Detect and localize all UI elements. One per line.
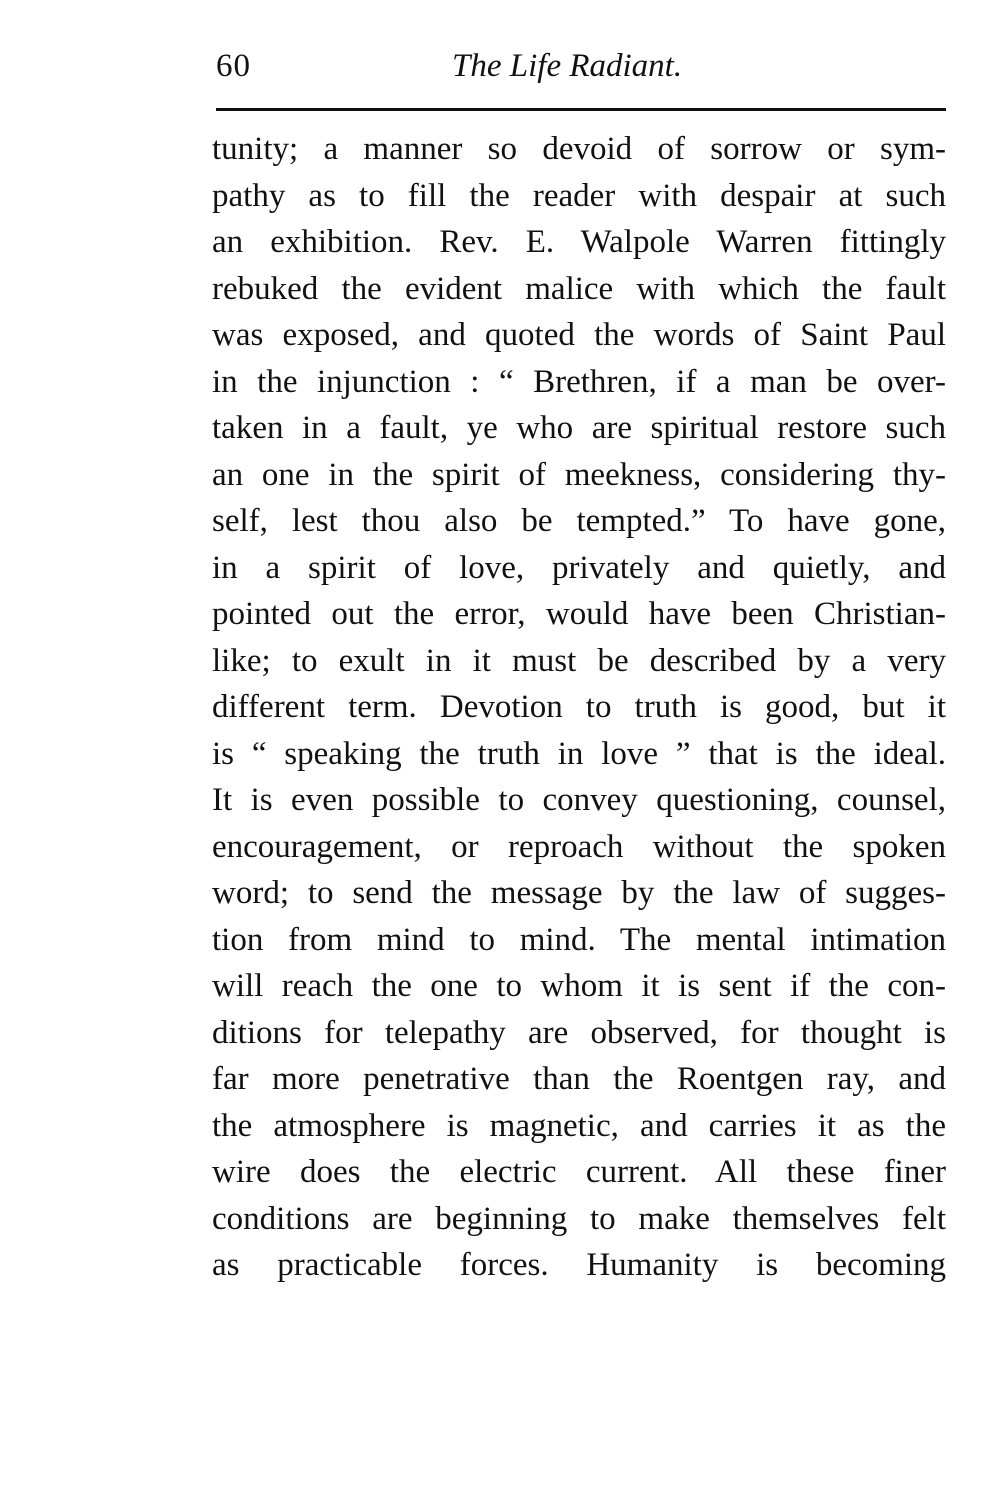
text-line: wire does the electric current. All these finer [212,1154,946,1190]
text-line: in a spirit of love, privately and quietly, and [212,549,946,586]
text-line: is “ speaking the truth in love ” that is the ideal. [212,735,946,772]
text-line: self, lest thou also be tempted.” To have gone, [212,503,946,539]
text-line: ditions for telepathy are observed, for thought is [212,1014,946,1051]
text-line: was exposed, and quoted the words of Saint Paul [212,317,946,353]
text-line: conditions are beginning to make themselves felt [212,1200,946,1237]
text-line: will reach the one to whom it is sent if the con- [212,968,946,1004]
text-line: word; to send the message by the law of sugges- [212,875,946,911]
text-line: encouragement, or reproach without the spoken [212,828,946,865]
text-line: the atmosphere is magnetic, and carries it as the [212,1107,946,1144]
text-line: It is even possible to convey questioning, counsel, [212,782,946,818]
text-line: tion from mind to mind. The mental intimation [212,921,946,958]
text-line: an exhibition. Rev. E. Walpole Warren fittingly [212,224,946,260]
text-line: as practicable forces. Humanity is becoming [212,1247,946,1283]
text-line: rebuked the evident malice with which the fault [212,270,946,307]
text-line: in the injunction : “ Brethren, if a man be over- [212,363,946,400]
header-rule [216,108,946,111]
text-line: pathy as to fill the reader with despair at such [212,177,946,214]
text-line: like; to exult in it must be described by a very [212,642,946,679]
text-line: taken in a fault, ye who are spiritual restore such [212,410,946,446]
text-line: tunity; a manner so devoid of sorrow or sym- [212,131,946,167]
text-line: pointed out the error, would have been Christian- [212,596,946,632]
text-line: an one in the spirit of meekness, considering thy- [212,456,946,493]
body-text [212,126,946,1289]
text-line: far more penetrative than the Roentgen ray, and [212,1061,946,1097]
running-head [216,48,946,98]
page-number: 60 [216,48,251,84]
running-title: The Life Radiant. [452,48,683,84]
text-line: different term. Devotion to truth is good, but it [212,689,946,725]
